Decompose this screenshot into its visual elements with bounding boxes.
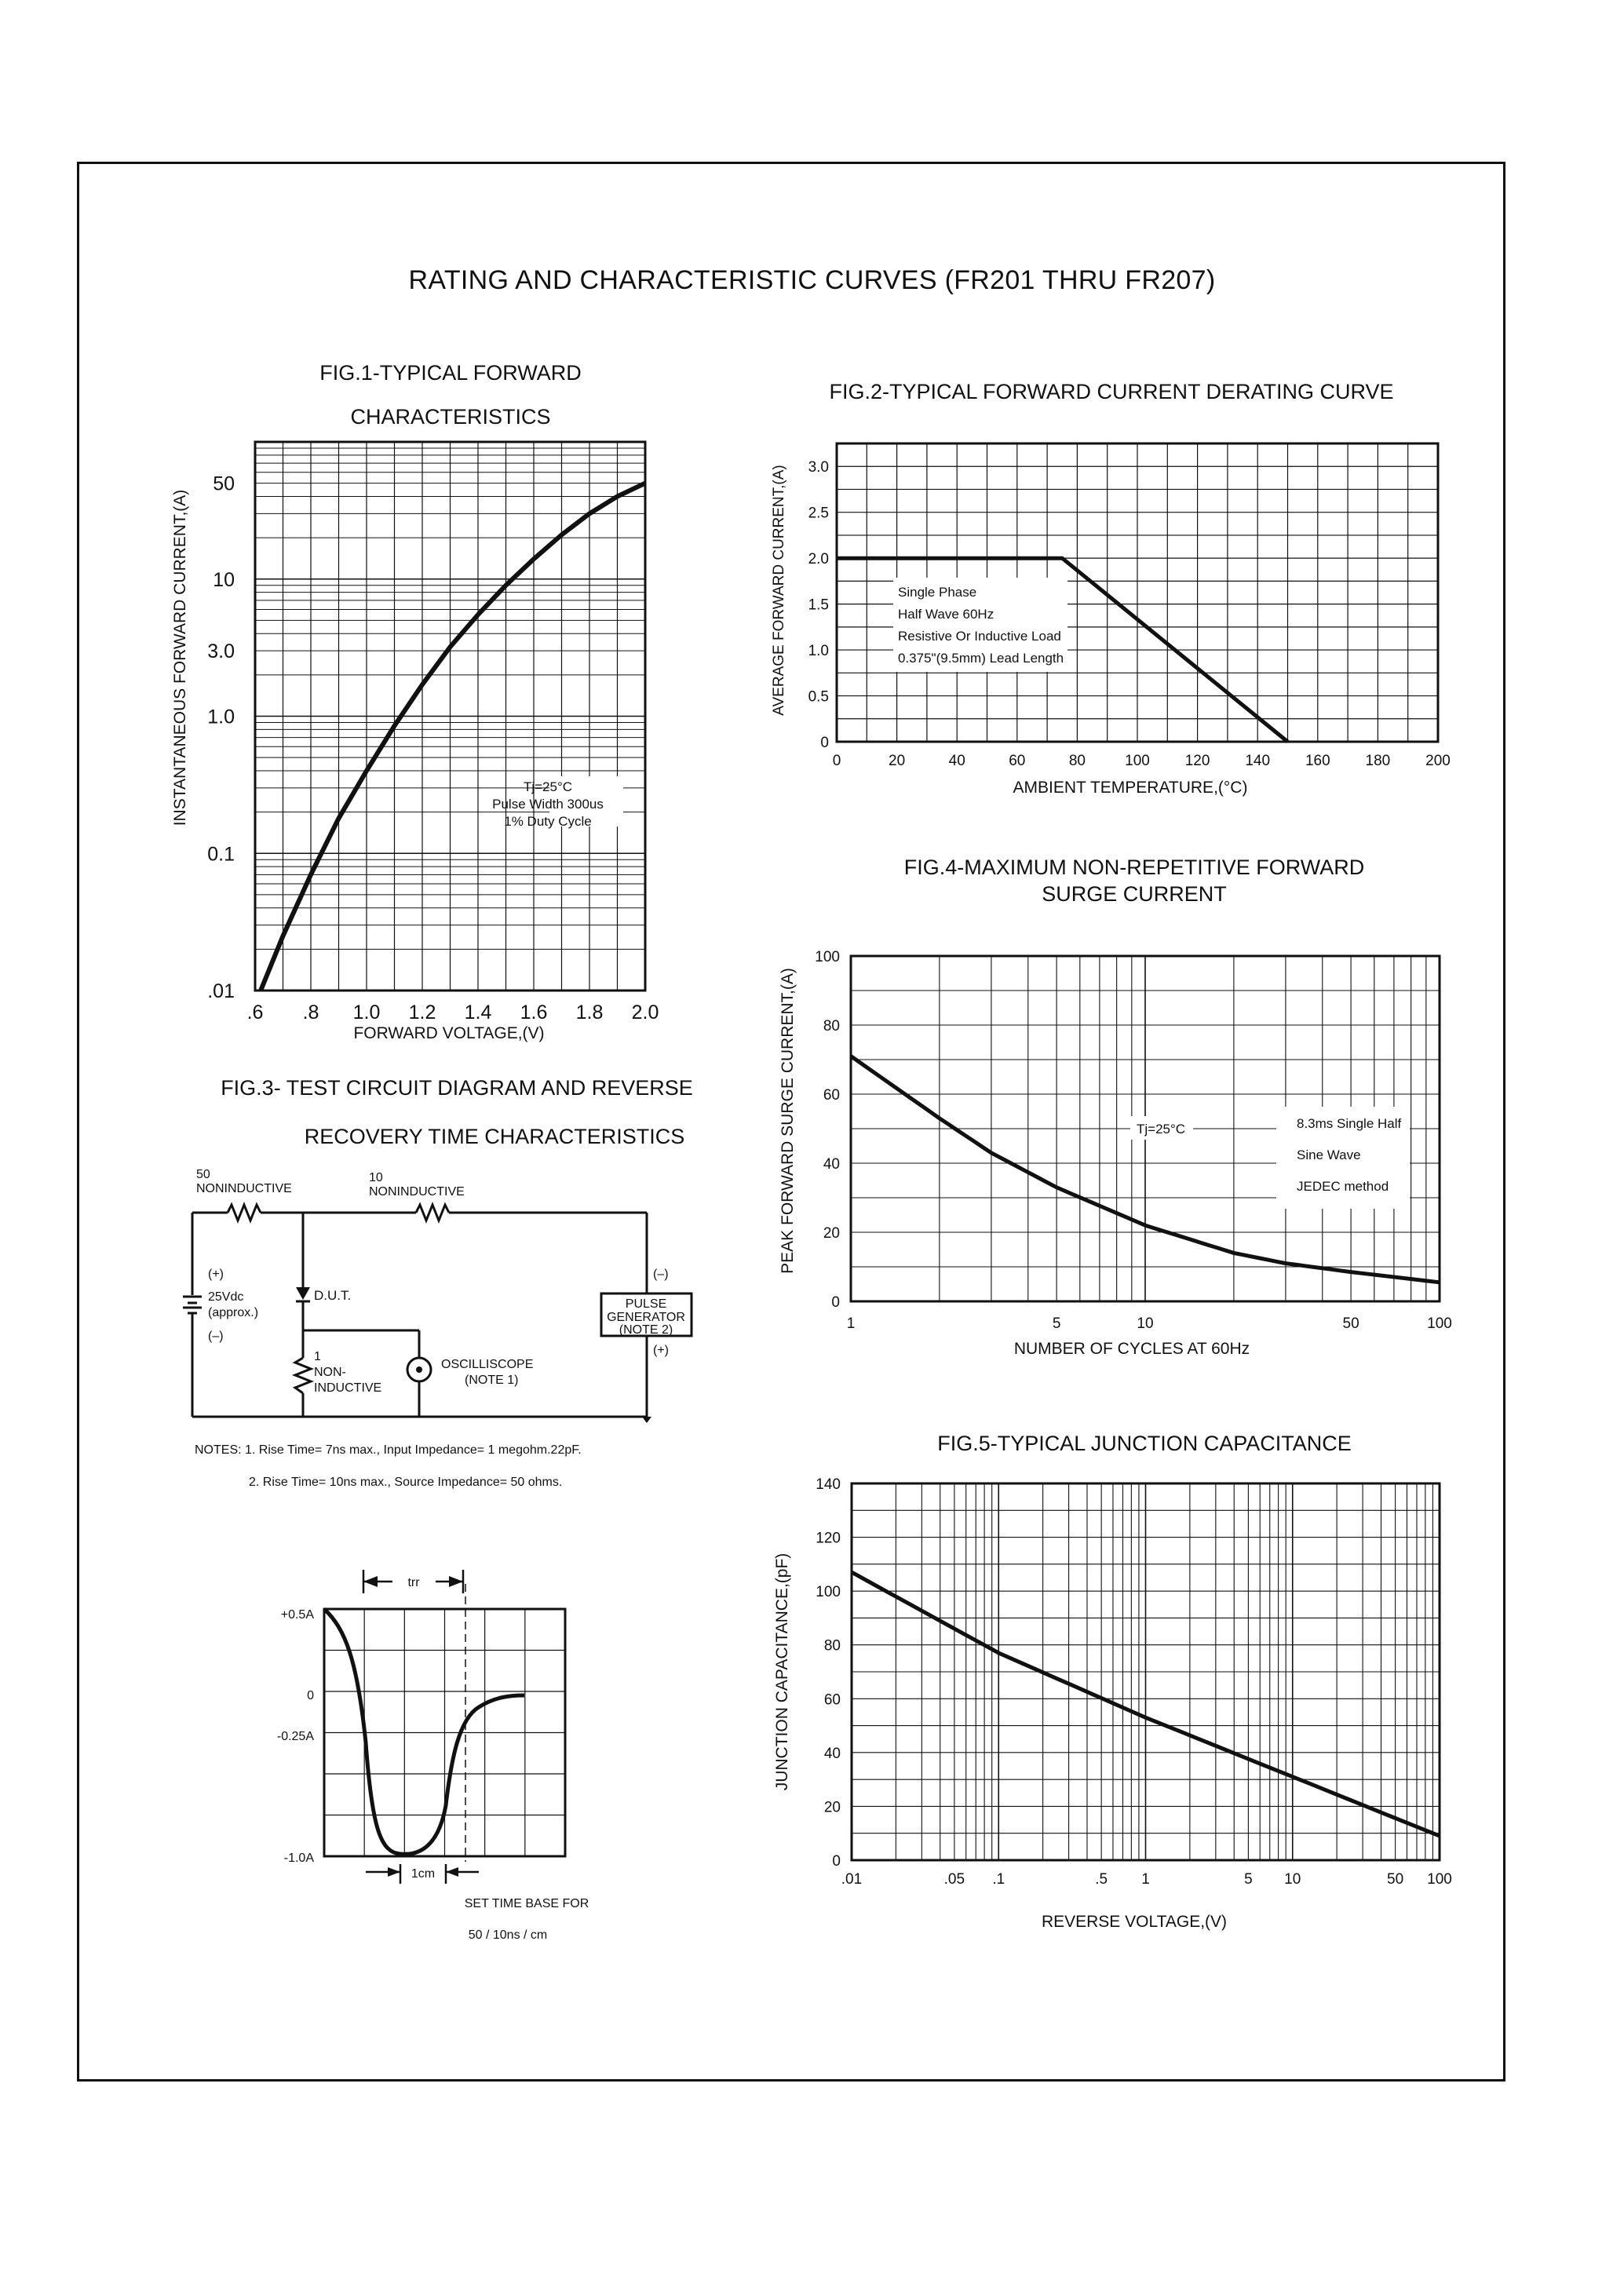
fig4 [779,856,1452,1358]
fig4-x-tick-label: 10 [1137,1315,1154,1332]
fig4-y-tick-label: 60 [823,1087,840,1104]
wave-y-label-neg025: -0.25A [276,1730,314,1743]
fig4-x-tick-label: 100 [1427,1315,1452,1332]
fig2-note-line2: Half Wave 60Hz [898,607,994,622]
fig5-y-tick-label: 20 [823,1799,841,1816]
fig4-y-axis-label: PEAK FORWARD SURGE CURRENT,(A) [779,968,797,1274]
fig5-x-tick-label: .05 [943,1871,965,1888]
fig3-title-line2: RECOVERY TIME CHARACTERISTICS [304,1125,685,1148]
pulse-label1: PULSE [625,1297,667,1311]
fig1-x-tick-label: 1.0 [352,1002,381,1023]
fig5 [773,1432,1452,1931]
fig1-tick-labels [207,473,659,1023]
fig2-x-tick-label: 20 [889,753,906,769]
fig1-y-tick-label: 0.1 [207,843,235,866]
fig2-x-axis-label: AMBIENT TEMPERATURE,(°C) [1013,779,1248,797]
fig5-x-tick-label: 10 [1284,1871,1301,1888]
supply-approx: (approx.) [208,1306,259,1319]
wave-y-label-pos05: +0.5A [280,1608,314,1622]
fig1-x-tick-label: 1.6 [520,1002,548,1023]
fig4-x-axis-label: NUMBER OF CYCLES AT 60Hz [1013,1340,1250,1358]
fig3-title-line1: FIG.3- TEST CIRCUIT DIAGRAM AND REVERSE [221,1076,693,1100]
fig5-grid [852,1483,1440,1860]
fig1-x-tick-label: 1.2 [408,1002,436,1023]
fig1-note-line2: Pulse Width 300us [492,797,604,812]
fig5-x-tick-label: .01 [841,1871,863,1888]
fig3-note2: 2. Rise Time= 10ns max., Source Impedance= 50 ohms. [249,1476,563,1489]
r1-value: 50 [196,1168,210,1181]
fig4-y-tick-label: 0 [831,1294,840,1311]
pulse-plus: (+) [653,1344,669,1357]
fig2-title: FIG.2-TYPICAL FORWARD CURRENT DERATING CURVE [829,380,1394,403]
fig5-tick-labels [816,1476,1452,1888]
fig4-note-tj: Tj=25°C [1137,1122,1186,1137]
fig1-y-tick-label: 50 [213,472,235,495]
fig4-y-tick-label: 100 [815,949,840,965]
fig2-y-tick-label: 3.0 [808,459,829,476]
fig2-x-tick-label: 120 [1184,753,1210,769]
fig1-grid [255,442,645,991]
fig5-y-tick-label: 100 [816,1584,841,1601]
fig4-y-tick-label: 40 [823,1156,840,1173]
fig1-x-tick-label: .8 [302,1002,319,1023]
fig2-x-tick-label: 40 [948,753,965,769]
fig5-y-tick-label: 140 [816,1476,841,1493]
fig5-y-tick-label: 0 [832,1853,841,1870]
fig5-title: FIG.5-TYPICAL JUNCTION CAPACITANCE [937,1432,1352,1455]
fig1 [171,361,659,1042]
fig2-note-line1: Single Phase [898,585,977,600]
fig1-note-line1: Tj=25°C [523,779,573,794]
fig5-y-axis-label: JUNCTION CAPACITANCE,(pF) [773,1552,791,1791]
fig3 [183,1076,693,1942]
fig5-y-tick-label: 40 [823,1745,841,1762]
r3-label1: NON- [314,1366,346,1379]
wave-y-label-0: 0 [307,1689,314,1702]
diode-icon [296,1287,310,1300]
fig1-x-tick-label: 1.8 [575,1002,604,1023]
fig4-title-line2: SURGE CURRENT [1042,882,1227,906]
fig5-y-tick-label: 120 [816,1530,841,1547]
fig4-x-tick-label: 50 [1342,1315,1359,1332]
battery-plus: (+) [208,1268,224,1281]
fig2-note-line4: 0.375"(9.5mm) Lead Length [898,651,1064,666]
pulse-label2: GENERATOR [607,1311,685,1324]
wave-y-label-neg10: -1.0A [283,1852,314,1865]
pulse-minus: (–) [653,1268,669,1281]
fig1-title-line1: FIG.1-TYPICAL FORWARD [319,361,582,385]
supply-voltage: 25Vdc [208,1290,244,1304]
scope-note: (NOTE 1) [465,1374,519,1387]
fig1-x-axis-label: FORWARD VOLTAGE,(V) [353,1024,545,1042]
pulse-label3: (NOTE 2) [619,1323,673,1337]
fig5-x-tick-label: .1 [992,1871,1005,1888]
fig1-y-tick-label: 1.0 [207,706,235,728]
fig2-x-tick-label: 200 [1425,753,1451,769]
fig2-y-tick-label: 2.5 [808,505,829,522]
r2-label: NONINDUCTIVE [369,1185,465,1199]
time-base-line2: 50 / 10ns / cm [468,1928,548,1942]
dut-label: D.U.T. [314,1288,352,1303]
fig2-y-tick-label: 1.0 [808,643,829,660]
fig2-y-tick-label: 2.0 [808,551,829,568]
fig5-x-tick-label: 5 [1244,1871,1253,1888]
fig2-x-tick-label: 100 [1125,753,1150,769]
fig1-y-tick-label: .01 [207,980,235,1002]
fig1-y-tick-label: 10 [213,568,235,591]
fig4-y-tick-label: 80 [823,1018,840,1034]
fig2-y-tick-label: 1.5 [808,597,829,614]
fig4-x-tick-label: 5 [1052,1315,1061,1332]
fig2-y-axis-label: AVERAGE FORWARD CURRENT,(A) [771,465,787,716]
battery-minus: (–) [208,1330,224,1343]
fig2-note-line3: Resistive Or Inductive Load [898,629,1061,644]
fig1-y-tick-label: 3.0 [207,640,235,663]
fig4-x-tick-label: 1 [846,1315,856,1332]
fig4-note-line1: 8.3ms Single Half [1297,1116,1402,1131]
fig1-title-line2: CHARACTERISTICS [350,405,551,429]
fig2-x-tick-label: 60 [1009,753,1026,769]
fig1-y-axis-label: INSTANTANEOUS FORWARD CURRENT,(A) [171,489,189,826]
fig2-x-tick-label: 180 [1365,753,1391,769]
time-base-line1: SET TIME BASE FOR [464,1897,589,1910]
page-title: RATING AND CHARACTERISTIC CURVES (FR201 THRU FR207) [408,265,1216,295]
fig2-x-tick-label: 0 [832,753,841,769]
fig4-note-line3: JEDEC method [1297,1179,1389,1194]
r3-value: 1 [314,1350,321,1363]
fig5-x-tick-label: 100 [1427,1871,1452,1888]
fig2-x-tick-label: 140 [1245,753,1271,769]
cm-label: 1cm [411,1867,436,1881]
fig4-note-line2: Sine Wave [1297,1148,1361,1162]
fig1-x-tick-label: 2.0 [631,1002,659,1023]
ground-icon [642,1417,651,1423]
fig5-x-axis-label: REVERSE VOLTAGE,(V) [1041,1913,1228,1931]
r2-value: 10 [369,1171,383,1184]
fig1-x-tick-label: .6 [246,1002,264,1023]
fig5-x-tick-label: 1 [1141,1871,1150,1888]
fig2-y-tick-label: 0.5 [808,688,829,706]
fig3-note1: NOTES: 1. Rise Time= 7ns max., Input Impedance= 1 megohm.22pF. [195,1443,582,1457]
fig3-wave-grid [324,1609,565,1856]
fig5-y-tick-label: 60 [823,1691,841,1709]
fig1-x-tick-label: 1.4 [464,1002,492,1023]
fig2-x-tick-label: 80 [1068,753,1086,769]
scope-label: OSCILLISCOPE [441,1358,534,1371]
fig1-forward-curve [261,483,645,991]
fig2-y-tick-label: 0 [820,735,829,751]
recovery-waveform [324,1609,524,1854]
fig5-y-tick-label: 80 [823,1637,841,1655]
fig2-x-tick-label: 160 [1305,753,1330,769]
r3-label2: INDUCTIVE [314,1381,382,1395]
fig5-x-tick-label: 50 [1387,1871,1404,1888]
r1-label: NONINDUCTIVE [196,1182,292,1195]
fig2 [771,380,1451,797]
fig5-x-tick-label: .5 [1095,1871,1108,1888]
fig4-title-line1: FIG.4-MAXIMUM NON-REPETITIVE FORWARD [903,856,1365,879]
fig4-y-tick-label: 20 [823,1225,840,1242]
fig1-note-line3: 1% Duty Cycle [504,814,592,829]
trr-label: trr [407,1576,420,1589]
